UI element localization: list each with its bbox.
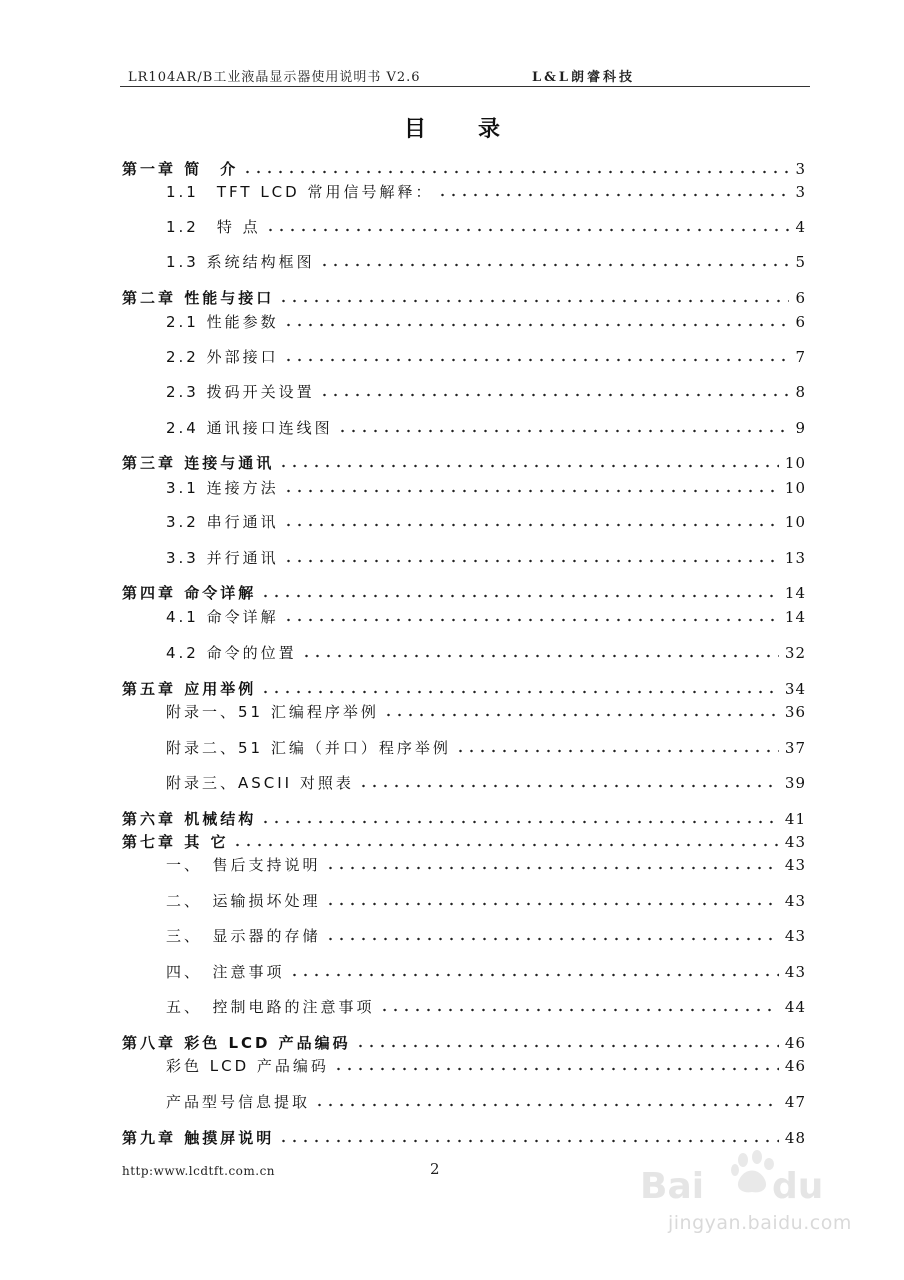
toc-dot-leader [301, 654, 779, 658]
toc-dot-leader [232, 843, 778, 847]
toc-dot-leader [319, 263, 790, 267]
toc-section-row[interactable] [166, 1091, 806, 1113]
toc-page-number: 43 [784, 856, 806, 874]
toc-page-number: 36 [784, 703, 806, 721]
toc-section-row[interactable] [166, 606, 806, 628]
toc-page-number: 4 [795, 218, 806, 236]
toc-section-row[interactable] [166, 346, 806, 368]
toc-entry-label: 附录二、51 汇编（并口）程序举例 [166, 739, 451, 757]
toc-entry-label: 4.2 命令的位置 [166, 644, 297, 662]
toc-section-row[interactable] [166, 547, 806, 569]
toc-chapter-row[interactable] [122, 287, 806, 309]
toc-dot-leader [260, 690, 779, 694]
toc-dot-leader [283, 523, 779, 527]
toc-entry-label: 第四章 命令详解 [122, 584, 257, 602]
toc-dot-leader [278, 1139, 779, 1143]
toc-dot-leader [278, 464, 779, 468]
toc-dot-leader [319, 393, 790, 397]
toc-entry-label: 3.1 连接方法 [166, 479, 279, 497]
toc-page-number: 14 [784, 608, 806, 626]
toc-page-number: 8 [795, 383, 806, 401]
toc-entry-label: 四、 注意事项 [166, 963, 285, 981]
toc-page-number: 10 [784, 513, 806, 531]
toc-page-number: 46 [784, 1057, 806, 1075]
toc-entry-label: 4.1 命令详解 [166, 608, 279, 626]
toc-entry-label: 产品型号信息提取 [166, 1093, 311, 1111]
toc-page-number: 34 [784, 680, 806, 698]
toc-title: 目录 [403, 117, 552, 142]
toc-dot-leader [379, 1008, 779, 1012]
toc-section-row[interactable] [166, 961, 806, 983]
toc-dot-leader [278, 299, 789, 303]
toc-dot-leader [265, 228, 790, 232]
toc-entry-label: 2.2 外部接口 [166, 348, 279, 366]
toc-page-number: 3 [795, 183, 806, 201]
toc-dot-leader [358, 784, 779, 788]
toc-entry-label: 一、 售后支持说明 [166, 856, 321, 874]
toc-dot-leader [283, 559, 779, 563]
toc-section-row[interactable] [166, 417, 806, 439]
toc-chapter-row[interactable] [122, 452, 806, 474]
toc-entry-label: 第八章 彩色 LCD 产品编码 [122, 1034, 351, 1052]
toc-chapter-row[interactable] [122, 831, 806, 853]
toc-entry-label: 3.3 并行通讯 [166, 549, 279, 567]
header-document-title: LR104AR/B工业液晶显示器使用说明书 V2.6 [128, 70, 421, 85]
baidu-jingyan-watermark [640, 1148, 870, 1248]
toc-entry-label: 二、 运输损坏处理 [166, 892, 321, 910]
toc-chapter-row[interactable] [122, 158, 806, 180]
toc-entry-label: 第三章 连接与通讯 [122, 454, 275, 472]
toc-section-row[interactable] [166, 642, 806, 664]
toc-entry-label: 1.2 特 点 [166, 218, 261, 236]
toc-entry-label: 第六章 机械结构 [122, 810, 257, 828]
toc-chapter-row[interactable] [122, 808, 806, 830]
toc-section-row[interactable] [166, 1055, 806, 1077]
svg-text:du: du [772, 1166, 824, 1207]
toc-page-number: 7 [795, 348, 806, 366]
toc-page-number: 14 [784, 584, 806, 602]
toc-entry-label: 第七章 其 它 [122, 833, 229, 851]
toc-dot-leader [260, 594, 779, 598]
toc-section-row[interactable] [166, 311, 806, 333]
toc-dot-leader [455, 749, 779, 753]
toc-section-row[interactable] [166, 511, 806, 533]
toc-section-row[interactable] [166, 996, 806, 1018]
toc-section-row[interactable] [166, 854, 806, 876]
toc-dot-leader [437, 193, 789, 197]
footer-page-number: 2 [430, 1160, 440, 1178]
baidu-paw-logo-icon [640, 1148, 860, 1208]
toc-page-number: 43 [784, 833, 806, 851]
toc-section-row[interactable] [166, 890, 806, 912]
toc-entry-label: 附录一、51 汇编程序举例 [166, 703, 379, 721]
toc-dot-leader [383, 713, 779, 717]
toc-page-number: 5 [795, 253, 806, 271]
toc-entry-label: 2.4 通讯接口连线图 [166, 419, 333, 437]
toc-entry-label: 2.3 拨码开关设置 [166, 383, 315, 401]
toc-page-number: 10 [784, 479, 806, 497]
toc-entry-label: 第一章 简 介 [122, 160, 239, 178]
toc-entry-label: 第九章 触摸屏说明 [122, 1129, 275, 1147]
toc-page-number: 43 [784, 927, 806, 945]
toc-dot-leader [325, 902, 779, 906]
toc-section-row[interactable] [166, 477, 806, 499]
toc-dot-leader [242, 170, 789, 174]
toc-page-number: 37 [784, 739, 806, 757]
toc-page-number: 39 [784, 774, 806, 792]
toc-page-number: 47 [784, 1093, 806, 1111]
toc-page-number: 44 [784, 998, 806, 1016]
toc-chapter-row[interactable] [122, 1127, 806, 1149]
toc-section-row[interactable] [166, 216, 806, 238]
toc-chapter-row[interactable] [122, 1032, 806, 1054]
toc-entry-label: 三、 显示器的存储 [166, 927, 321, 945]
toc-page-number: 32 [784, 644, 806, 662]
svg-text:Bai: Bai [640, 1166, 705, 1207]
toc-section-row[interactable] [166, 701, 806, 723]
toc-dot-leader [333, 1067, 779, 1071]
toc-section-row[interactable] [166, 925, 806, 947]
toc-dot-leader [283, 358, 790, 362]
toc-dot-leader [337, 429, 790, 433]
toc-entry-label: 第二章 性能与接口 [122, 289, 275, 307]
toc-section-row[interactable] [166, 737, 806, 759]
toc-page-number: 13 [784, 549, 806, 567]
toc-page-number: 46 [784, 1034, 806, 1052]
toc-dot-leader [260, 820, 779, 824]
toc-page-number: 9 [795, 419, 806, 437]
footer-url[interactable]: http:www.lcdtft.com.cn [122, 1164, 276, 1178]
toc-page-number: 43 [784, 963, 806, 981]
watermark-url: jingyan.baidu.com [668, 1212, 852, 1234]
toc-entry-label: 2.1 性能参数 [166, 313, 279, 331]
toc-section-row[interactable] [166, 381, 806, 403]
toc-chapter-row[interactable] [122, 582, 806, 604]
toc-page-number: 10 [784, 454, 806, 472]
toc-entry-label: 附录三、ASCII 对照表 [166, 774, 354, 792]
header-company-name: L&L朗睿科技 [532, 70, 636, 85]
toc-page-number: 43 [784, 892, 806, 910]
toc-section-row[interactable] [166, 251, 806, 273]
toc-entry-label: 五、 控制电路的注意事项 [166, 998, 375, 1016]
toc-section-row[interactable] [166, 181, 806, 203]
toc-dot-leader [283, 618, 779, 622]
toc-page-number: 3 [795, 160, 806, 178]
toc-dot-leader [325, 866, 779, 870]
toc-page-number: 6 [795, 289, 806, 307]
toc-dot-leader [283, 323, 790, 327]
toc-dot-leader [314, 1103, 779, 1107]
toc-page-number: 41 [784, 810, 806, 828]
toc-section-row[interactable] [166, 772, 806, 794]
toc-page-number: 6 [795, 313, 806, 331]
toc-dot-leader [325, 937, 779, 941]
toc-chapter-row[interactable] [122, 678, 806, 700]
toc-entry-label: 第五章 应用举例 [122, 680, 257, 698]
toc-dot-leader [289, 973, 779, 977]
toc-dot-leader [355, 1044, 779, 1048]
toc-page-number: 48 [784, 1129, 806, 1147]
toc-entry-label: 1.1 TFT LCD 常用信号解释： [166, 183, 434, 201]
toc-entry-label: 1.3 系统结构框图 [166, 253, 315, 271]
toc-entry-label: 彩色 LCD 产品编码 [166, 1057, 329, 1075]
toc-dot-leader [283, 489, 779, 493]
toc-entry-label: 3.2 串行通讯 [166, 513, 279, 531]
